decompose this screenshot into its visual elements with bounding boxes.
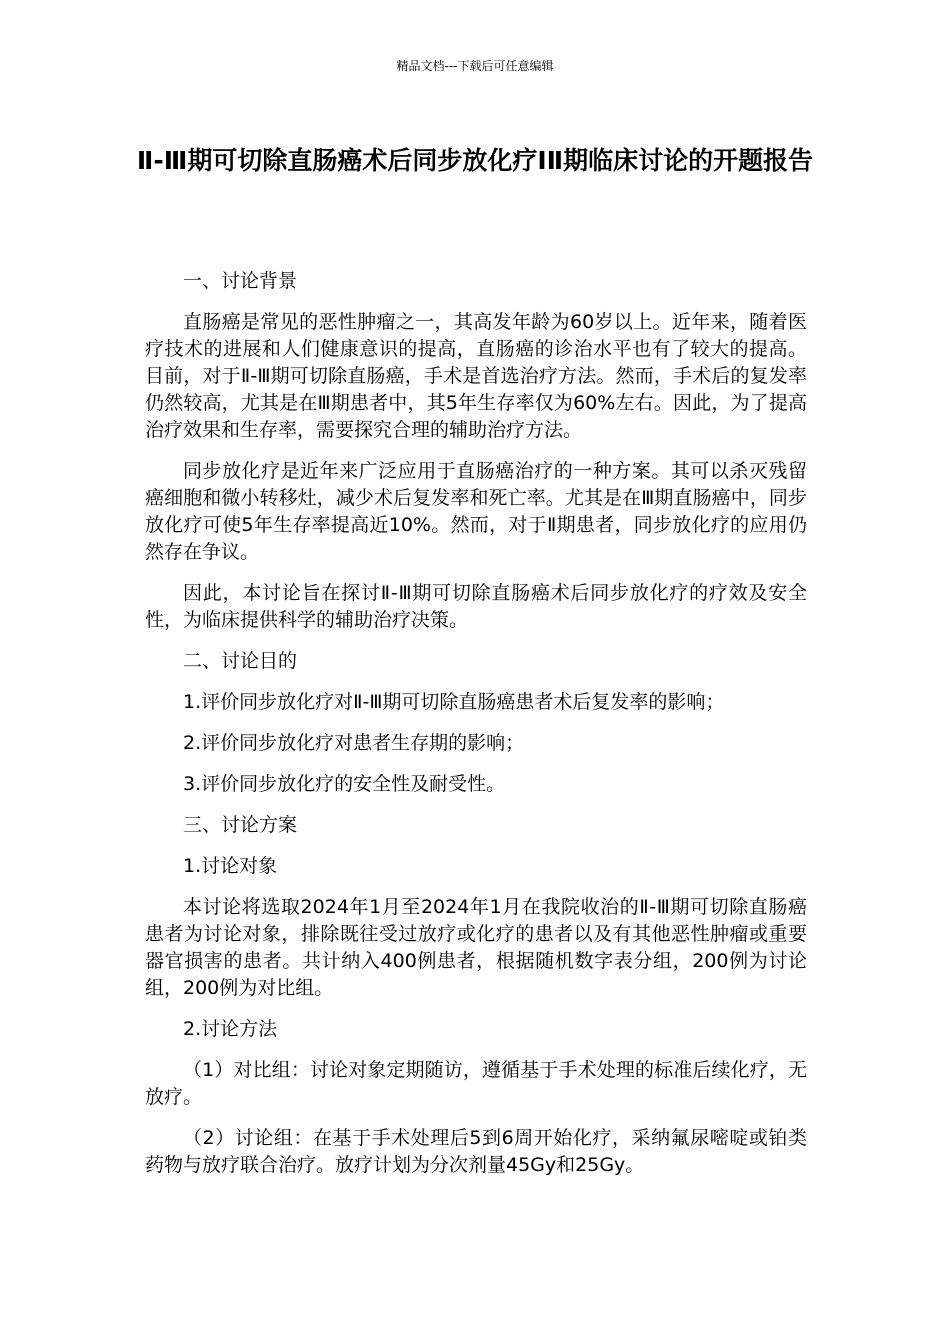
paragraph-subjects: 本讨论将选取2024年1月至2024年1月在我院收治的Ⅱ-Ⅲ期可切除直肠癌患者为讨论对象，排除既往受过放疗或化疗的患者以及有其他恶性肿瘤或重要器官损害的患者。共计纳入400例患者，根据随机数字表分组，200例为讨论组，200例为对比组。: [145, 896, 807, 999]
purpose-item-3: 3.评价同步放化疗的安全性及耐受性。: [183, 773, 506, 795]
document-title: Ⅱ-Ⅲ期可切除直肠癌术后同步放化疗ⅠⅡ期临床讨论的开题报告: [136, 146, 814, 175]
section-heading-background: 一、讨论背景: [183, 270, 298, 292]
paragraph-background-2: 同步放化疗是近年来广泛应用于直肠癌治疗的一种方案。其可以杀灭残留癌细胞和微小转移灶，减少术后复发率和死亡率。尤其是在Ⅲ期直肠癌中，同步放化疗可使5年生存率提高近10%。然而，对于Ⅱ期患者，同步放化疗的应用仍然存在争议。: [145, 460, 807, 563]
paragraph-method-control: （1）对比组：讨论对象定期随访，遵循基于手术处理的标准后续化疗，无放疗。: [145, 1059, 807, 1108]
purpose-item-2: 2.评价同步放化疗对患者生存期的影响；: [183, 732, 525, 754]
header-watermark: 精品文档---下载后可任意编辑: [396, 59, 554, 73]
paragraph-background-3: 因此，本讨论旨在探讨Ⅱ-Ⅲ期可切除直肠癌术后同步放化疗的疗效及安全性，为临床提供科学的辅助治疗决策。: [145, 582, 807, 631]
section-heading-purpose: 二、讨论目的: [183, 650, 298, 672]
subheading-subjects: 1.讨论对象: [183, 855, 278, 877]
paragraph-background-1: 直肠癌是常见的恶性肿瘤之一，其高发年龄为60岁以上。近年来，随着医疗技术的进展和人们健康意识的提高，直肠癌的诊治水平也有了较大的提高。目前，对于Ⅱ-Ⅲ期可切除直肠癌，手术是首选治疗方法。然而，手术后的复发率仍然较高，尤其是在Ⅲ期患者中，其5年生存率仅为60%左右。因此，为了提高治疗效果和生存率，需要探究合理的辅助治疗方法。: [145, 311, 807, 441]
paragraph-method-study: （2）讨论组：在基于手术处理后5到6周开始化疗，采纳氟尿嘧啶或铂类药物与放疗联合治疗。放疗计划为分次剂量45Gy和25Gy。: [145, 1127, 807, 1176]
subheading-methods: 2.讨论方法: [183, 1018, 278, 1040]
section-heading-plan: 三、讨论方案: [183, 814, 298, 836]
purpose-item-1: 1.评价同步放化疗对Ⅱ-Ⅲ期可切除直肠癌患者术后复发率的影响；: [183, 691, 725, 713]
document-body: [145, 268, 807, 1193]
